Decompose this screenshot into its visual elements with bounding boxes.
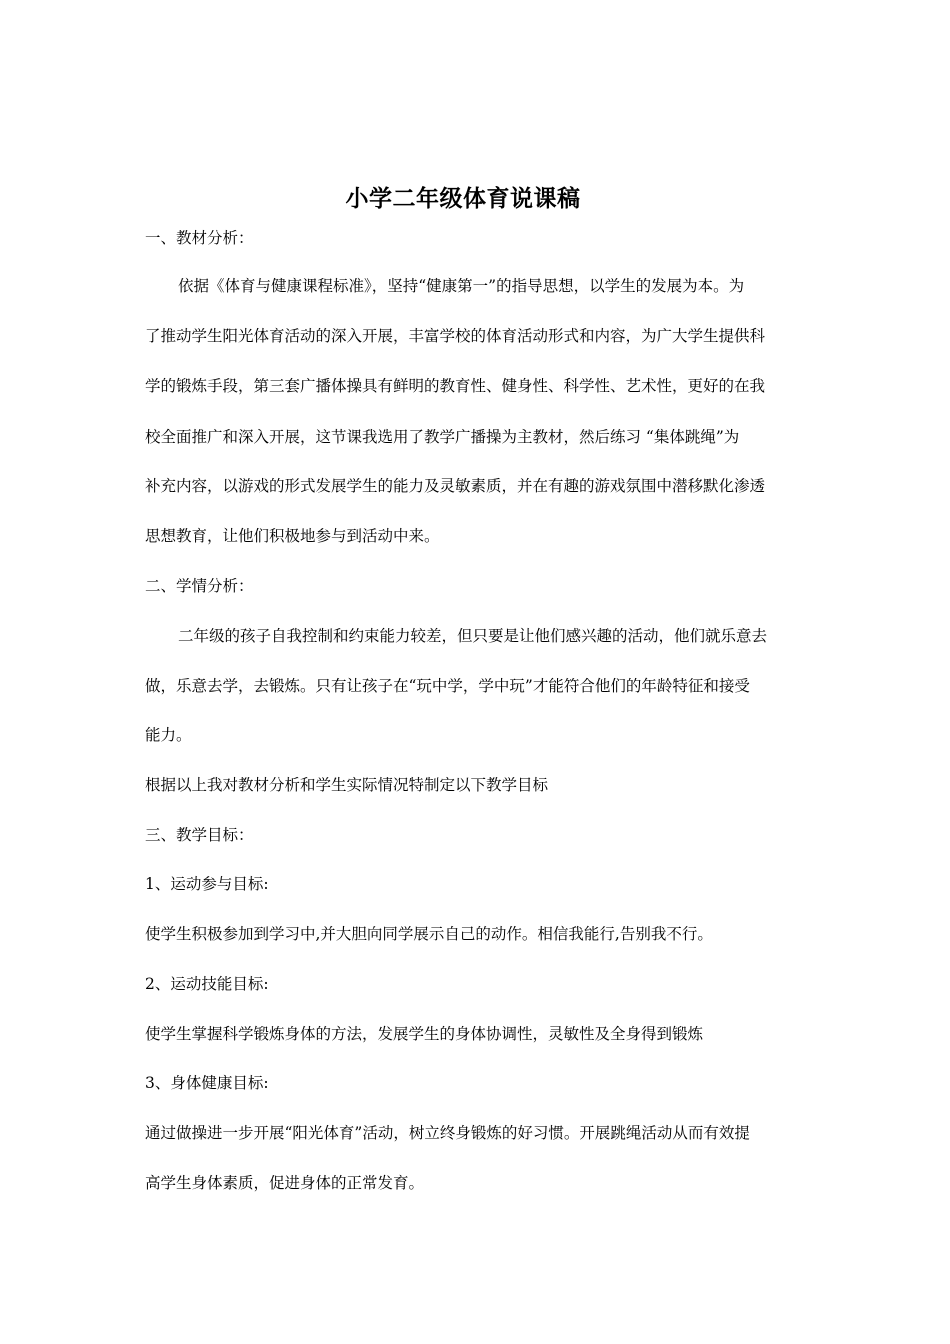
goal1-text: 使学生积极参加到学习中,并大胆向同学展示自己的动作。相信我能行,告别我不行。 <box>145 925 713 943</box>
goal2-heading: 2、运动技能目标: <box>145 975 269 993</box>
section1-paragraph-line: 补充内容，以游戏的形式发展学生的能力及灵敏素质，并在有趣的游戏氛围中潜移默化渗透 <box>145 477 766 495</box>
goal3-text-line: 高学生身体素质，促进身体的正常发育。 <box>145 1174 425 1192</box>
section2-paragraph-line: 二年级的孩子自我控制和约束能力较差，但只要是让他们感兴趣的活动，他们就乐意去 <box>178 627 768 645</box>
section1-paragraph-line: 校全面推广和深入开展，这节课我选用了教学广播操为主教材，然后练习 “集体跳绳”为 <box>145 428 740 446</box>
section1-paragraph-line: 了推动学生阳光体育活动的深入开展，丰富学校的体育活动形式和内容，为广大学生提供科 <box>145 327 766 345</box>
section2-heading: 二、学情分析： <box>145 577 254 595</box>
goal3-text-line: 通过做操进一步开展“阳光体育”活动，树立终身锻炼的好习惯。开展跳绳活动从而有效提 <box>145 1124 750 1142</box>
section2-paragraph-line: 能力。 <box>145 726 192 744</box>
goal3-heading: 3、身体健康目标: <box>145 1074 269 1092</box>
section1-paragraph-line: 学的锻炼手段，第三套广播体操具有鲜明的教育性、健身性、科学性、艺术性，更好的在我 <box>145 377 766 395</box>
goal1-heading: 1、运动参与目标: <box>145 875 269 893</box>
section3-heading: 三、教学目标： <box>145 826 254 844</box>
section1-heading: 一、教材分析： <box>145 229 254 247</box>
section1-paragraph-line: 依据《体育与健康课程标准》，坚持“健康第一”的指导思想，以学生的发展为本。为 <box>178 277 745 295</box>
section1-paragraph-line: 思想教育，让他们积极地参与到活动中来。 <box>145 527 440 545</box>
section2-paragraph-line: 做，乐意去学，去锻炼。只有让孩子在“玩中学，学中玩”才能符合他们的年龄特征和接受 <box>145 677 750 695</box>
goal2-text: 使学生掌握科学锻炼身体的方法，发展学生的身体协调性，灵敏性及全身得到锻炼 <box>145 1025 704 1043</box>
document-title: 小学二年级体育说课稿 <box>345 185 581 212</box>
transition-text: 根据以上我对教材分析和学生实际情况特制定以下教学目标 <box>145 776 549 794</box>
